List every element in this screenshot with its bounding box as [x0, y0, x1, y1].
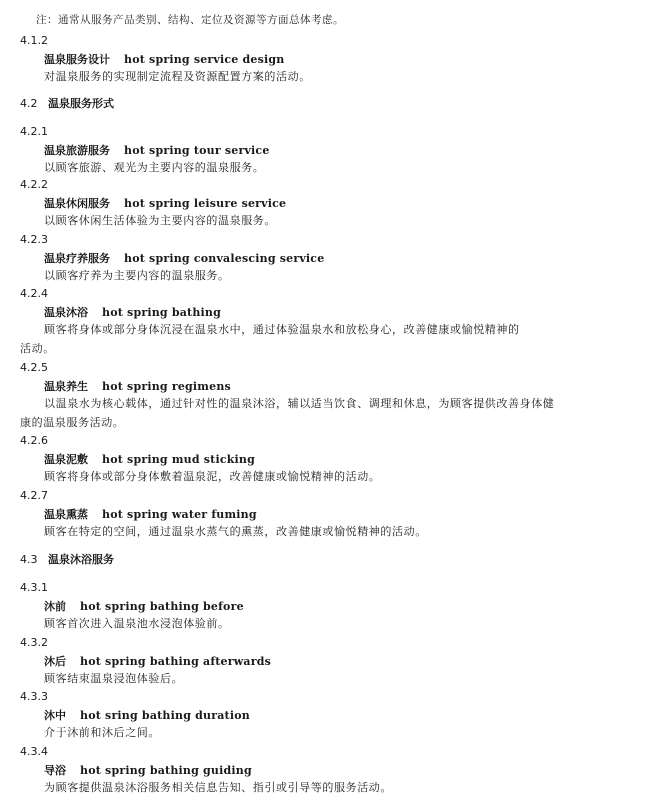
term-heading	[44, 653, 271, 669]
section-number: 4.3	[20, 553, 38, 566]
clause-number: 4.3.4	[20, 745, 48, 758]
clause-number: 4.2.5	[20, 361, 48, 374]
term-heading	[44, 598, 244, 614]
definition-text: 介于沐前和沐后之间。	[44, 726, 160, 739]
term-chinese: 温泉休闲服务	[44, 197, 110, 210]
note-text: 注：通常从服务产品类别、结构、定位及资源等方面总体考虑。	[36, 14, 344, 26]
definition-text: 以顾客旅游、观光为主要内容的温泉服务。	[44, 161, 265, 174]
section-title-text: 温泉沐浴服务	[48, 553, 114, 566]
definition-text: 顾客首次进入温泉池水浸泡体验前。	[44, 617, 230, 630]
definition-text: 顾客将身体或部分身体沉浸在温泉水中，通过体验温泉水和放松身心，改善健康或愉悦精神的	[44, 323, 520, 336]
term-english: hot spring mud sticking	[102, 453, 256, 466]
term-heading	[44, 451, 255, 467]
definition-text: 以顾客休闲生活体验为主要内容的温泉服务。	[44, 214, 276, 227]
term-heading	[44, 195, 286, 211]
term-chinese: 温泉旅游服务	[44, 144, 110, 157]
clause-number: 4.2.3	[20, 233, 48, 246]
term-chinese: 温泉养生	[44, 380, 88, 393]
term-english: hot spring tour service	[124, 144, 270, 157]
clause-number: 4.1.2	[20, 34, 48, 47]
term-heading	[44, 762, 252, 778]
clause-number: 4.2.4	[20, 287, 48, 300]
definition-text: 以顾客疗养为主要内容的温泉服务。	[44, 269, 230, 282]
term-heading	[44, 506, 257, 522]
term-chinese: 沐中	[44, 709, 66, 722]
definition-text: 顾客将身体或部分身体敷着温泉泥，改善健康或愉悦精神的活动。	[44, 470, 381, 483]
term-chinese: 导浴	[44, 764, 66, 777]
term-english: hot sring bathing duration	[80, 709, 250, 722]
term-chinese: 沐前	[44, 600, 66, 613]
section-heading	[20, 551, 114, 567]
definition-text: 对温泉服务的实现制定流程及资源配置方案的活动。	[44, 70, 311, 83]
clause-number: 4.3.2	[20, 636, 48, 649]
term-english: hot spring regimens	[102, 380, 231, 393]
definition-text: 顾客在特定的空间，通过温泉水蒸气的熏蒸，改善健康或愉悦精神的活动。	[44, 525, 427, 538]
clause-number: 4.2.7	[20, 489, 48, 502]
term-heading	[44, 304, 221, 320]
term-chinese: 温泉疗养服务	[44, 252, 110, 265]
term-heading	[44, 250, 324, 266]
clause-number: 4.2.6	[20, 434, 48, 447]
definition-text: 活动。	[20, 342, 55, 355]
term-chinese: 温泉沐浴	[44, 306, 88, 319]
term-heading	[44, 707, 250, 723]
definition-text: 顾客结束温泉浸泡体验后。	[44, 672, 184, 685]
term-english: hot spring bathing afterwards	[80, 655, 272, 668]
clause-number: 4.2.2	[20, 178, 48, 191]
definition-text: 以温泉水为核心载体，通过针对性的温泉沐浴，辅以适当饮食、调理和休息，为顾客提供改善身体健	[44, 397, 555, 410]
term-heading	[44, 51, 284, 67]
term-english: hot spring service design	[124, 53, 285, 66]
clause-number: 4.2.1	[20, 125, 48, 138]
term-english: hot spring bathing before	[80, 600, 244, 613]
term-chinese: 温泉服务设计	[44, 53, 110, 66]
term-english: hot spring convalescing service	[124, 252, 325, 265]
definition-text: 康的温泉服务活动。	[20, 416, 125, 429]
clause-number: 4.3.3	[20, 690, 48, 703]
term-chinese: 温泉泥敷	[44, 453, 88, 466]
term-heading	[44, 378, 231, 394]
term-english: hot spring bathing	[102, 306, 221, 319]
term-english: hot spring bathing guiding	[80, 764, 252, 777]
term-english: hot spring leisure service	[124, 197, 287, 210]
section-title-text: 温泉服务形式	[48, 97, 114, 110]
term-chinese: 沐后	[44, 655, 66, 668]
term-heading	[44, 142, 270, 158]
definition-text: 为顾客提供温泉沐浴服务相关信息告知、指引或引导等的服务活动。	[44, 781, 392, 794]
term-chinese: 温泉熏蒸	[44, 508, 88, 521]
section-number: 4.2	[20, 97, 38, 110]
section-heading	[20, 95, 114, 111]
term-english: hot spring water fuming	[102, 508, 257, 521]
clause-number: 4.3.1	[20, 581, 48, 594]
